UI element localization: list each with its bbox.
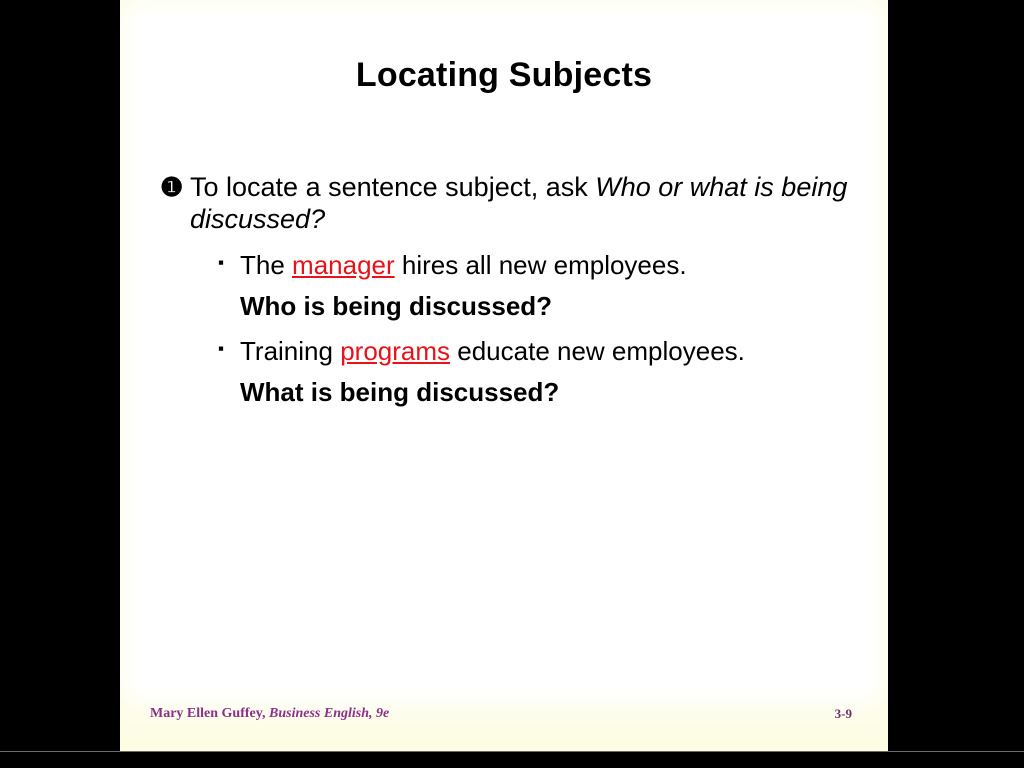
square-bullet-icon: ▪ xyxy=(218,339,225,359)
footer-separator: , xyxy=(262,706,269,721)
list-item xyxy=(160,172,860,236)
slide xyxy=(120,0,888,752)
example-text-after: hires all new employees. xyxy=(394,249,687,280)
slide-content xyxy=(120,0,888,752)
slide-body xyxy=(160,172,860,408)
viewer-bottom-bar xyxy=(0,751,1024,768)
square-bullet-icon: ▪ xyxy=(218,252,225,272)
page-title: Locating Subjects xyxy=(355,56,653,94)
highlighted-keyword: manager xyxy=(292,249,395,280)
highlighted-keyword: programs xyxy=(340,336,451,367)
example-text-before: Training xyxy=(240,336,341,367)
list-item xyxy=(218,250,860,281)
example-text-before: The xyxy=(240,249,293,280)
slide-number: 3-9 xyxy=(834,706,852,721)
example-text-after: educate new employees. xyxy=(450,336,745,367)
footer-author: Mary Ellen Guffey xyxy=(150,706,262,721)
list-item-label: To locate a sentence subject, ask xyxy=(190,172,596,202)
list-marker-icon: ❶ xyxy=(160,172,184,202)
footer-book-title: Business English, 9e xyxy=(269,706,390,721)
example-answer: What is being discussed? xyxy=(240,377,560,408)
list-item-question: Who or what is being discussed? xyxy=(190,172,848,234)
slide-footer-source xyxy=(150,706,389,722)
list-item xyxy=(218,336,860,367)
example-answer: Who is being discussed? xyxy=(240,290,553,321)
